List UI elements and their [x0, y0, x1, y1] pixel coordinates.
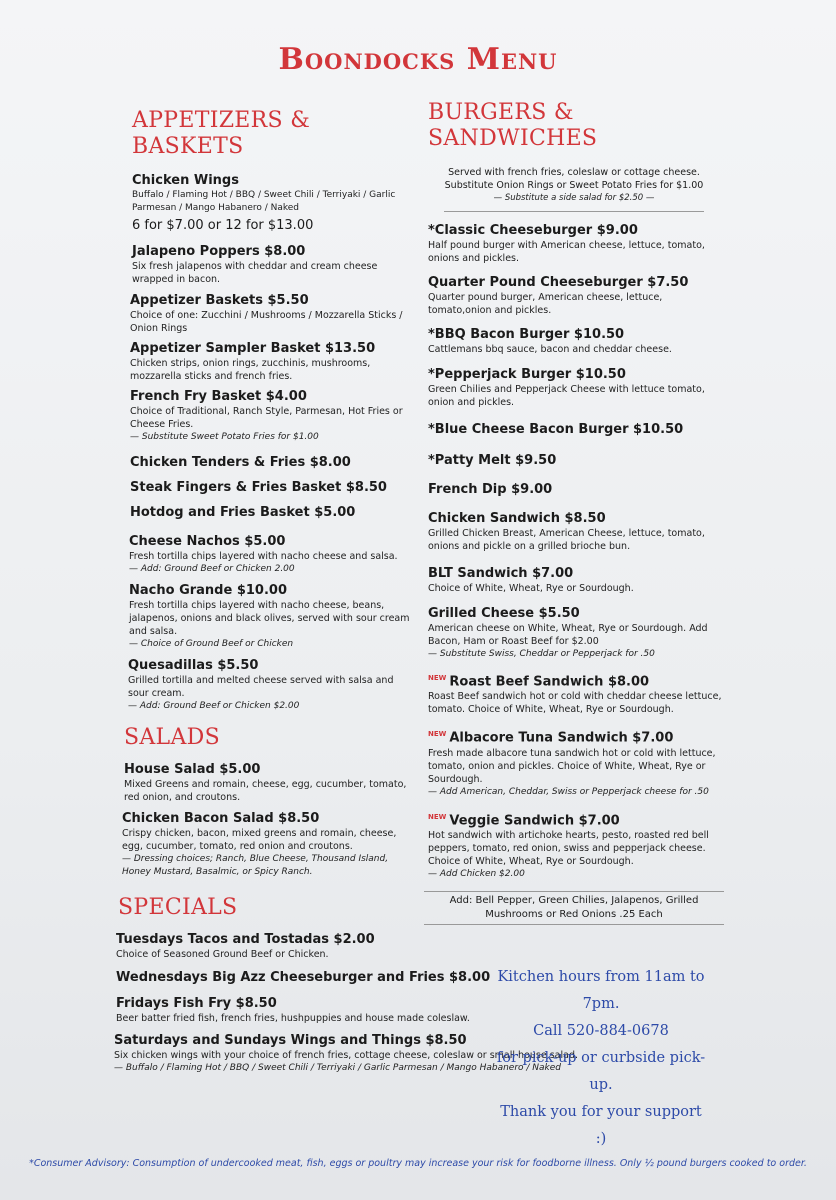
- item-desc: Six fresh jalapenos with cheddar and cream cheese wrapped in bacon.: [132, 261, 378, 285]
- new-badge: NEW: [428, 812, 447, 821]
- item-desc: Fresh made albacore tuna sandwich hot or cold with lettuce, tomato, onion and pickles. Choice of White, Wheat, Rye or Sourdough.: [428, 747, 716, 785]
- item-desc: Mixed Greens and romain, cheese, egg, cucumber, tomato, red onion, and croutons.: [124, 779, 407, 803]
- item-desc: Beer batter fried fish, french fries, hushpuppies and house made coleslaw.: [116, 1013, 470, 1024]
- new-badge: NEW: [428, 730, 447, 739]
- item-name: Chicken Sandwich $8.50: [428, 511, 606, 526]
- item-note: — Choice of Ground Beef or Chicken: [129, 639, 294, 649]
- item-desc: Chicken strips, onion rings, zucchinis, mushrooms, mozzarella sticks and french fries.: [130, 358, 371, 382]
- list-item: [428, 421, 724, 438]
- item-desc: Fresh tortilla chips layered with nacho cheese and salsa.: [129, 551, 398, 562]
- intro-note: — Substitute a side salad for $2.50 —: [493, 193, 655, 203]
- list-item: [132, 172, 412, 234]
- item-name: Chicken Tenders & Fries $8.00: [130, 455, 351, 470]
- item-desc: Choice of White, Wheat, Rye or Sourdough.: [428, 583, 634, 594]
- list-item: [128, 657, 412, 713]
- item-note: — Add American, Cheddar, Swiss or Pepperjack cheese for .50: [428, 786, 709, 797]
- item-name: Saturdays and Sundays Wings and Things $8.50: [114, 1033, 467, 1048]
- item-name: Fridays Fish Fry $8.50: [116, 996, 277, 1011]
- list-item: [428, 481, 724, 498]
- item-note: — Dressing choices; Ranch, Blue Cheese, Thousand Island, Honey Mustard, Basalmic, or Spicy Ranch.: [122, 854, 389, 877]
- item-title: [428, 670, 724, 690]
- list-item: [428, 565, 724, 595]
- salads-section: [124, 761, 412, 879]
- item-name: Wednesdays Big Azz Cheeseburger and Fries $8.00: [116, 970, 491, 985]
- salads-heading: SALADS: [124, 725, 220, 750]
- item-note: — Add: Ground Beef or Chicken $2.00: [128, 701, 300, 711]
- appetizers-heading: APPETIZERS & BASKETS: [132, 108, 311, 159]
- list-item: [116, 931, 616, 961]
- item-desc: Choice of Seasoned Ground Beef or Chicken.: [116, 949, 329, 960]
- list-item: [428, 605, 724, 661]
- list-item: [132, 243, 412, 286]
- list-item: [428, 222, 724, 265]
- item-note: — Substitute Sweet Potato Fries for $1.00: [130, 432, 319, 442]
- new-badge: NEW: [428, 674, 447, 682]
- item-name: Grilled Cheese $5.50: [428, 606, 580, 621]
- burgers-section: [428, 222, 724, 881]
- item-note: — Add Chicken $2.00: [428, 868, 525, 879]
- item-name: *Pepperjack Burger $10.50: [428, 367, 626, 382]
- list-item: [428, 670, 724, 716]
- item-note: — Add: Ground Beef or Chicken 2.00: [129, 564, 295, 574]
- list-item: [428, 726, 724, 798]
- item-desc: Grilled tortilla and melted cheese served with salsa and sour cream.: [128, 675, 394, 699]
- item-desc: Buffalo / Flaming Hot / BBQ / Sweet Chili / Terriyaki / Garlic Parmesan / Mango Habanero / Naked: [132, 190, 396, 213]
- appetizers-section: [128, 172, 412, 713]
- kitchen-line: for pick-up or curbside pick-up.: [496, 1050, 706, 1093]
- item-desc: Choice of Traditional, Ranch Style, Parmesan, Hot Fries or Cheese Fries.: [130, 406, 403, 430]
- kitchen-hours: [496, 964, 706, 1153]
- item-name: Albacore Tuna Sandwich $7.00: [449, 730, 674, 746]
- item-desc: Green Chilies and Pepperjack Cheese with lettuce tomato, onion and pickles.: [428, 384, 705, 408]
- item-note: — Buffalo / Flaming Hot / BBQ / Sweet Chili / Terriyaki / Garlic Parmesan / Mango Habanero / Naked: [114, 1063, 561, 1073]
- item-name: French Dip $9.00: [428, 482, 553, 497]
- item-desc: Crispy chicken, bacon, mixed greens and romain, cheese, egg, cucumber, tomato, red onion and croutons.: [122, 828, 397, 852]
- list-item: [130, 388, 412, 444]
- specials-heading: SPECIALS: [118, 895, 238, 920]
- list-item: [130, 292, 412, 335]
- item-name: Veggie Sandwich $7.00: [449, 812, 620, 828]
- item-title: [428, 809, 724, 829]
- item-name: *Classic Cheeseburger $9.00: [428, 223, 638, 238]
- list-item: [428, 366, 724, 409]
- addons-box: Add: Bell Pepper, Green Chilies, Jalapenos, Grilled Mushrooms or Red Onions .25 Each: [424, 891, 724, 925]
- right-column: [424, 100, 724, 925]
- item-name: Roast Beef Sandwich $8.00: [449, 674, 650, 690]
- item-desc: Cattlemans bbq sauce, bacon and cheddar cheese.: [428, 344, 672, 355]
- item-extra: 6 for $7.00 or 12 for $13.00: [132, 218, 314, 233]
- item-name: House Salad $5.00: [124, 762, 261, 777]
- kitchen-line: Thank you for your support :): [500, 1104, 702, 1147]
- list-item: [129, 582, 412, 651]
- menu-title: Boondocks Menu: [278, 42, 558, 77]
- item-desc: Six chicken wings with your choice of french fries, cottage cheese, coleslaw or small house salad.: [114, 1050, 579, 1061]
- item-name: BLT Sandwich $7.00: [428, 566, 574, 581]
- list-item: [130, 504, 412, 521]
- item-desc: Fresh tortilla chips layered with nacho cheese, beans, jalapenos, onions and black olives, served with sour cream and salsa.: [129, 600, 410, 637]
- burgers-heading: BURGERS & SANDWICHES: [428, 100, 598, 151]
- item-desc: Choice of one: Zucchini / Mushrooms / Mozzarella Sticks / Onion Rings: [130, 310, 403, 334]
- item-desc: Half pound burger with American cheese, lettuce, tomato, onions and pickles.: [428, 240, 705, 264]
- item-name: *BBQ Bacon Burger $10.50: [428, 327, 625, 342]
- item-name: Chicken Bacon Salad $8.50: [122, 811, 320, 826]
- item-name: Tuesdays Tacos and Tostadas $2.00: [116, 932, 375, 947]
- list-item: [129, 533, 412, 576]
- list-item: [428, 809, 724, 881]
- item-desc: Quarter pound burger, American cheese, lettuce, tomato,onion and pickles.: [428, 292, 663, 316]
- item-note: — Substitute Swiss, Cheddar or Pepperjack for .50: [428, 649, 655, 659]
- item-name: *Blue Cheese Bacon Burger $10.50: [428, 422, 684, 437]
- item-name: Hotdog and Fries Basket $5.00: [130, 505, 356, 520]
- kitchen-phone: Call 520-884-0678: [533, 1023, 669, 1039]
- item-name: Quarter Pound Cheeseburger $7.50: [428, 275, 689, 290]
- list-item: [130, 340, 412, 383]
- list-item: [122, 810, 412, 879]
- item-title: [428, 726, 724, 746]
- list-item: [428, 326, 724, 356]
- consumer-advisory: *Consumer Advisory: Consumption of undercooked meat, fish, eggs or poultry may increase your risk for foodborne illness. Only ½ pound burgers cooked to order.: [29, 1158, 807, 1169]
- item-desc: Hot sandwich with artichoke hearts, pesto, roasted red bell peppers, tomato, red onion, swiss and pepperjack cheese. Choice of White, Wheat, Rye or Sourdough.: [428, 829, 709, 867]
- item-name: Nacho Grande $10.00: [129, 583, 287, 598]
- item-name: French Fry Basket $4.00: [130, 389, 307, 404]
- burgers-intro: [424, 166, 724, 205]
- item-name: Appetizer Baskets $5.50: [130, 293, 309, 308]
- item-name: Chicken Wings: [132, 173, 239, 188]
- item-desc: Grilled Chicken Breast, American Cheese, lettuce, tomato, onions and pickle on a grilled brioche bun.: [428, 528, 705, 552]
- item-name: Steak Fingers & Fries Basket $8.50: [130, 480, 387, 495]
- intro-line: Served with french fries, coleslaw or cottage cheese.: [448, 167, 700, 178]
- intro-line: Substitute Onion Rings or Sweet Potato Fries for $1.00: [444, 180, 704, 191]
- item-desc: Roast Beef sandwich hot or cold with cheddar cheese lettuce, tomato. Choice of White, Wheat, Rye or Sourdough.: [428, 691, 722, 716]
- list-item: [130, 479, 412, 496]
- list-item: [428, 510, 724, 553]
- item-name: Jalapeno Poppers $8.00: [132, 244, 306, 259]
- divider: [444, 211, 704, 212]
- item-name: *Patty Melt $9.50: [428, 453, 557, 468]
- item-name: Quesadillas $5.50: [128, 658, 259, 673]
- kitchen-line: Kitchen hours from 11am to 7pm.: [497, 969, 705, 1012]
- item-name: Cheese Nachos $5.00: [129, 534, 286, 549]
- list-item: [124, 761, 412, 804]
- list-item: [428, 274, 724, 317]
- list-item: [130, 454, 412, 471]
- item-desc: American cheese on White, Wheat, Rye or Sourdough. Add Bacon, Ham or Roast Beef for $2.00: [428, 623, 708, 647]
- item-name: Appetizer Sampler Basket $13.50: [130, 341, 376, 356]
- list-item: [428, 452, 724, 469]
